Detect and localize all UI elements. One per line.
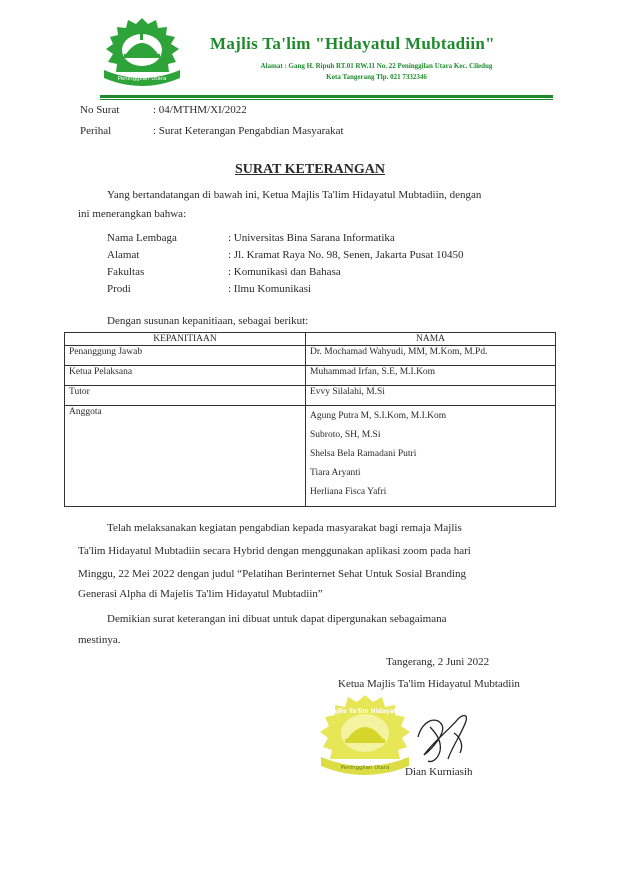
member-name: Subroto, SH, M.Si [310, 430, 381, 440]
letter-number-label: No Surat [80, 104, 120, 116]
address-value: : Jl. Kramat Raya No. 98, Senen, Jakarta Pusat 10450 [228, 249, 464, 261]
member-name: Shelsa Bela Ramadani Putri [310, 449, 417, 459]
address-label: Alamat [107, 249, 140, 261]
role-cell: Anggota [65, 406, 306, 507]
address-line-1: Alamat : Gang H. Ripuh RT.01 RW.11 No. 22 Peninggilan Utara Kec. Ciledug [260, 62, 493, 70]
body-paragraph-1-line-4: Generasi Alpha di Majelis Ta'lim Hidayatul Mubtadiin” [78, 588, 323, 600]
faculty-value: : Komunikasi dan Bahasa [228, 266, 341, 278]
table-row [65, 366, 556, 386]
role-cell: Tutor [65, 386, 306, 406]
subject-label: Perihal [80, 125, 112, 137]
address-line-2: Kota Tangerang Tlp. 021 7332346 [326, 73, 427, 81]
institution-value: : Universitas Bina Sarana Informatika [228, 232, 395, 244]
member-name: Herliana Fisca Yafri [310, 487, 387, 497]
letter-title: SURAT KETERANGAN [234, 162, 385, 177]
header-name: NAMA [306, 333, 556, 346]
table-header-row [65, 333, 556, 346]
member-name: Tiara Aryanti [310, 468, 361, 478]
intro-line-1: Yang bertandatangan di bawah ini, Ketua Majlis Ta'lim Hidayatul Mubtadiin, dengan [107, 189, 482, 201]
letterhead-rule-thick [100, 95, 553, 98]
organization-name: Majlis Ta'lim "Hidayatul Mubtadiin" [210, 34, 495, 53]
role-cell: Penanggung Jawab [65, 346, 306, 366]
table-row [65, 386, 556, 406]
body-paragraph-1-line-3: Minggu, 22 Mei 2022 dengan judul “Pelatihan Berinternet Sehat Untuk Sosial Branding [78, 568, 466, 580]
handwritten-signature [402, 703, 482, 773]
organization-address [204, 61, 549, 83]
committee-table [64, 332, 556, 507]
organization-stamp [315, 693, 415, 783]
letterhead-rule-thin [100, 99, 553, 100]
faculty-label: Fakultas [107, 266, 145, 278]
logo-ribbon-text: Peninggilan Utara [117, 76, 167, 82]
stamp-top-text: Majlis Ta'lim Hidayatul [327, 708, 403, 715]
intro-line-2: ini menerangkan bahwa: [78, 208, 187, 220]
body-paragraph-2-line-2: mestinya. [78, 634, 121, 646]
stamp-bottom-text: Peninggilan Utara [340, 765, 390, 771]
institution-label: Nama Lembaga [107, 232, 177, 244]
name-cell: Muhammad Irfan, S.E, M.I.Kom [306, 366, 556, 386]
signer-name: Dian Kurniasih [405, 766, 473, 778]
program-label: Prodi [107, 283, 131, 295]
member-name: Agung Putra M, S.I.Kom, M.I.Kom [310, 411, 447, 421]
body-paragraph-1-line-1: Telah melaksanakan kegiatan pengabdian kepada masyarakat bagi remaja Majlis [107, 522, 462, 534]
signer-position: Ketua Majlis Ta'lim Hidayatul Mubtadiin [338, 678, 520, 690]
organization-logo [96, 14, 188, 90]
header-role: KEPANITIAAN [65, 333, 306, 346]
subject-value: : Surat Keterangan Pengabdian Masyarakat [153, 125, 344, 137]
body-paragraph-1-line-2: Ta'lim Hidayatul Mubtadiin secara Hybrid dengan menggunakan aplikasi zoom pada hari [78, 545, 471, 557]
members-cell [306, 406, 556, 507]
table-row [65, 406, 556, 507]
letter-number-value: : 04/MTHM/XI/2022 [153, 104, 247, 116]
name-cell: Evvy Silalahi, M.Si [306, 386, 556, 406]
name-cell: Dr. Mochamad Wahyudi, MM, M.Kom, M.Pd. [306, 346, 556, 366]
table-intro: Dengan susunan kepanitiaan, sebagai berikut: [107, 315, 309, 327]
place-date: Tangerang, 2 Juni 2022 [386, 656, 490, 668]
program-value: : Ilmu Komunikasi [228, 283, 312, 295]
body-paragraph-2-line-1: Demikian surat keterangan ini dibuat untuk dapat dipergunakan sebagaimana [107, 613, 447, 625]
role-cell: Ketua Pelaksana [65, 366, 306, 386]
table-row [65, 346, 556, 366]
